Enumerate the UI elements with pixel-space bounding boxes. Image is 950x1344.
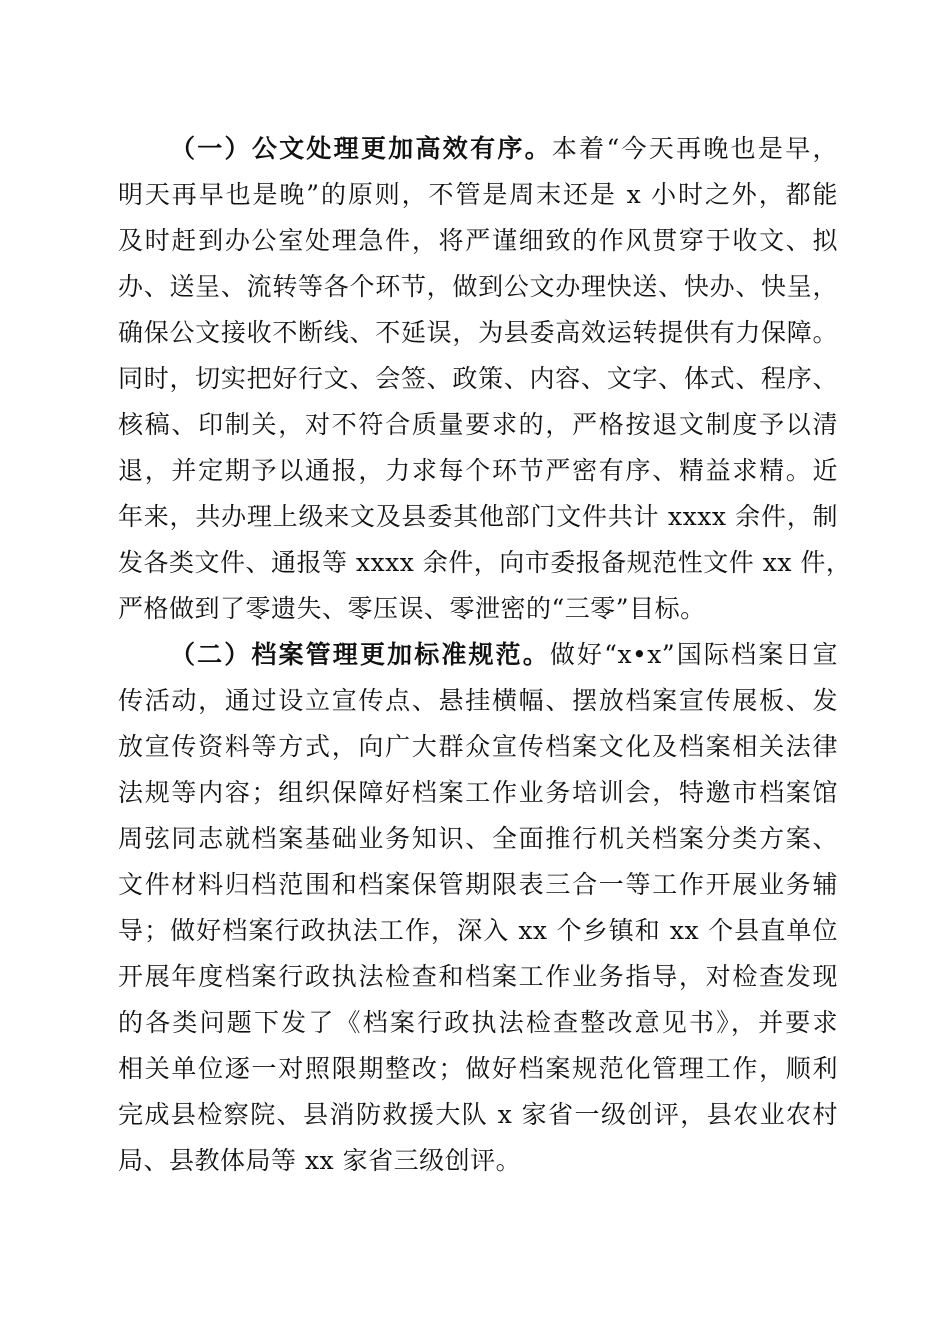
paragraph-text: 做好“x•x”国际档案日宣 bbox=[549, 640, 838, 669]
paragraph-line: 传活动，通过设立宣传点、悬挂横幅、摆放档案宣传展板、发 bbox=[118, 686, 838, 715]
paragraph-line: 发各类文件、通报等 xxxx 余件，向市委报备规范性文件 xx 件， bbox=[118, 548, 852, 577]
paragraph-line: 办、送呈、流转等各个环节，做到公文办理快送、快办、快呈， bbox=[118, 272, 838, 301]
paragraph-line: 同时，切实把好行文、会签、政策、内容、文字、体式、程序、 bbox=[118, 364, 838, 393]
paragraph-line: 相关单位逐一对照限期整改；做好档案规范化管理工作，顺利 bbox=[118, 1054, 838, 1083]
paragraph-line: 的各类问题下发了《档案行政执法检查整改意见书》，并要求 bbox=[118, 1008, 838, 1037]
paragraph-line: 完成县检察院、县消防救援大队 x 家省一级创评，县农业农村 bbox=[118, 1100, 838, 1129]
document-page bbox=[118, 126, 852, 1184]
paragraph-line: 周弦同志就档案基础业务知识、全面推行机关档案分类方案、 bbox=[118, 824, 838, 853]
paragraph-archives-management bbox=[118, 632, 838, 1184]
paragraph-line: 严格做到了零遗失、零压误、零泄密的“三零”目标。 bbox=[118, 594, 706, 623]
paragraph-line: 法规等内容；组织保障好档案工作业务培训会，特邀市档案馆 bbox=[118, 778, 838, 807]
paragraph-line: 确保公文接收不断线、不延误，为县委高效运转提供有力保障。 bbox=[118, 318, 838, 347]
paragraph-line: 年来，共办理上级来文及县委其他部门文件共计 xxxx 余件，制 bbox=[118, 502, 838, 531]
section-heading: （一）公文处理更加高效有序。 bbox=[170, 134, 552, 163]
paragraph-line: 放宣传资料等方式，向广大群众宣传档案文化及档案相关法律 bbox=[118, 732, 838, 761]
section-heading: （二）档案管理更加标准规范。 bbox=[170, 640, 550, 669]
paragraph-text: 本着“今天再晚也是早， bbox=[551, 134, 838, 163]
paragraph-line: 退，并定期予以通报，力求每个环节严密有序、精益求精。近 bbox=[118, 456, 838, 485]
paragraph-line: 核稿、印制关，对不符合质量要求的，严格按退文制度予以清 bbox=[118, 410, 838, 439]
paragraph-line: 开展年度档案行政执法检查和档案工作业务指导，对检查发现 bbox=[118, 962, 838, 991]
paragraph-line: 及时赶到办公室处理急件，将严谨细致的作风贯穿于收文、拟 bbox=[118, 226, 838, 255]
paragraph-first-line bbox=[118, 632, 838, 678]
paragraph-line: 局、县教体局等 xx 家省三级创评。 bbox=[118, 1146, 522, 1175]
paragraph-first-line bbox=[118, 126, 838, 172]
paragraph-line: 导；做好档案行政执法工作，深入 xx 个乡镇和 xx 个县直单位 bbox=[118, 916, 838, 945]
paragraph-line: 明天再早也是晚”的原则，不管是周末还是 x 小时之外，都能 bbox=[118, 180, 838, 209]
paragraph-line: 文件材料归档范围和档案保管期限表三合一等工作开展业务辅 bbox=[118, 870, 838, 899]
paragraph-official-documents bbox=[118, 126, 852, 632]
